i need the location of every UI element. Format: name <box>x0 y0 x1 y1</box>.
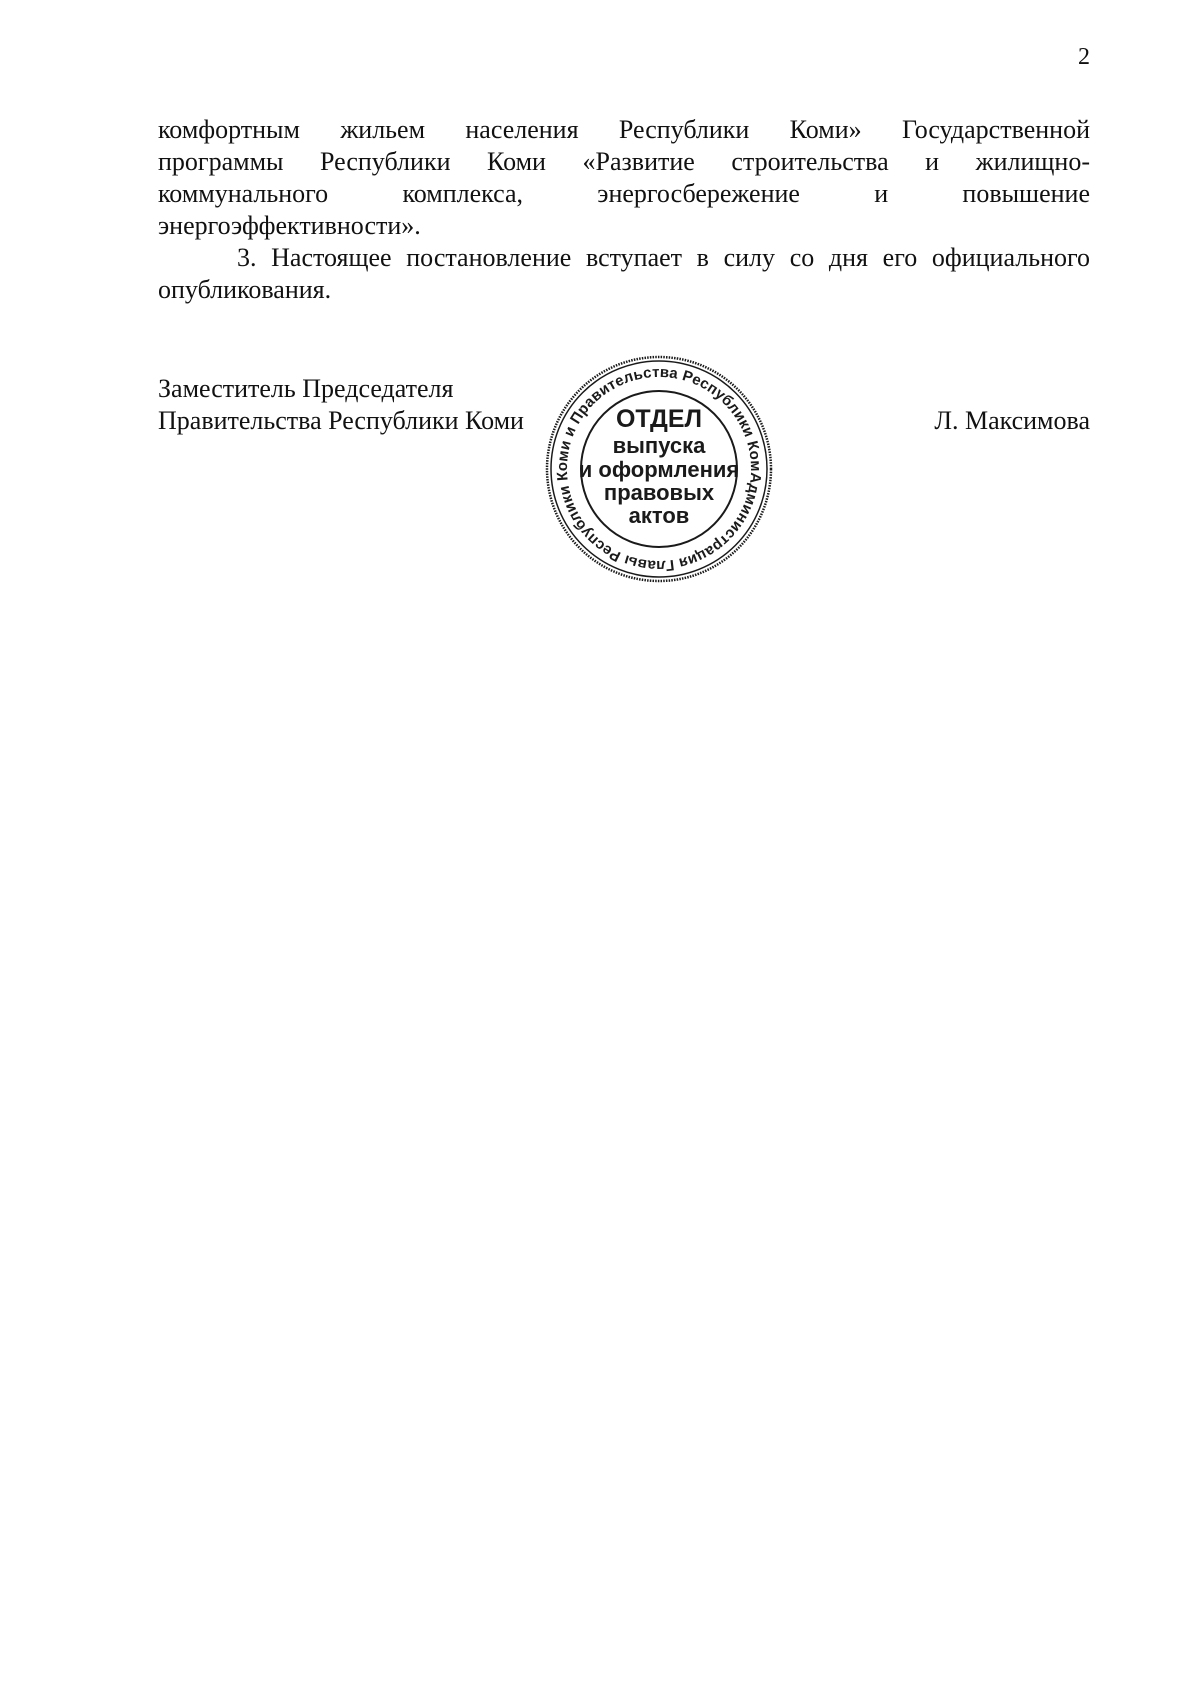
svg-text:правовых: правовых <box>603 480 715 505</box>
text-line: энергоэффективности». <box>158 211 421 240</box>
paragraph-continuation <box>158 114 1090 242</box>
document-body <box>158 114 1090 306</box>
text-line: программы Республики Коми «Развитие строительства и жилищно- <box>158 147 1090 176</box>
svg-text:и оформления: и оформления <box>578 457 740 482</box>
text-line: 3. Настоящее постановление вступает в силу со дня его официального <box>237 243 1090 272</box>
svg-text:выпуска: выпуска <box>612 433 706 458</box>
stamp-seal-icon <box>543 353 775 585</box>
official-stamp <box>543 353 775 585</box>
text-line: комфортным жильем населения Республики Коми» Государственной <box>158 115 1090 144</box>
svg-text:актов: актов <box>628 503 690 528</box>
signatory-name: Л. Максимова <box>934 406 1090 435</box>
svg-text:Администрация Главы Республики: Администрация Главы Республики Коми и Правительства Республики Коми <box>553 363 765 575</box>
text-line: коммунального комплекса, энергосбережение и повышение <box>158 179 1090 208</box>
svg-text:ОТДЕЛ: ОТДЕЛ <box>615 405 703 433</box>
signatory-title-line-2: Правительства Республики Коми <box>158 406 524 435</box>
page-number: 2 <box>1078 44 1090 70</box>
text-line: опубликования. <box>158 275 332 304</box>
paragraph-item-3 <box>158 242 1090 306</box>
signatory-title-line-1: Заместитель Председателя <box>158 374 454 403</box>
